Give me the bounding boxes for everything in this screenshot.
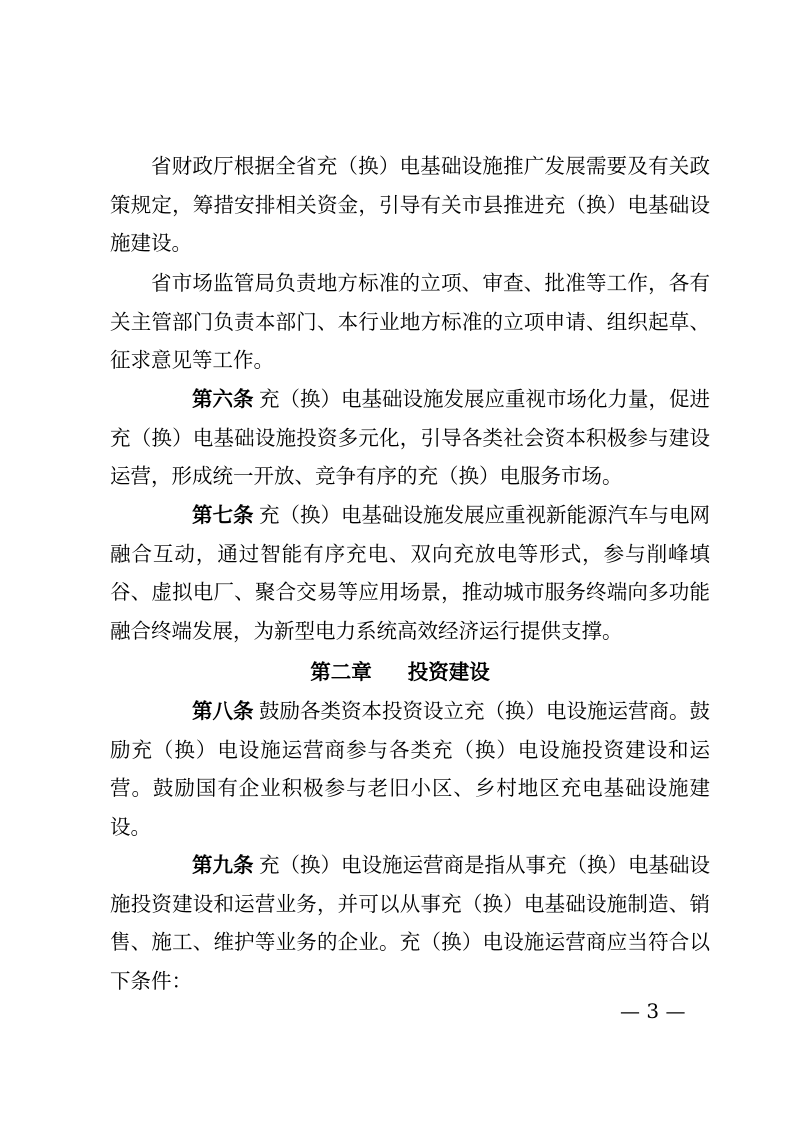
article-8 [110,692,710,846]
chapter-title: 投资建设 [407,660,490,684]
paragraph-text: 省财政厅根据全省充（换）电基础设施推广发展需要及有关政策规定，筹措安排相关资金，引导有关市县推进充（换）电基础设施建设。 [110,154,710,255]
article-number: 第七条 [192,503,254,527]
article-text: 充（换）电设施运营商是指从事充（换）电基础设施投资建设和运营业务，并可以从事充（换）电基础设施制造、销售、施工、维护等业务的企业。充（换）电设施运营商应当符合以下条件： [110,853,710,993]
paragraph-text: 省市场监管局负责地方标准的立项、审查、批准等工作，各有关主管部门负责本部门、本行业地方标准的立项申请、组织起草、征求意见等工作。 [110,271,710,372]
paragraph-finance-dept [110,147,710,263]
page-number: — 3 — [620,999,686,1023]
article-text: 充（换）电基础设施发展应重视新能源汽车与电网融合互动，通过智能有序充电、双向充放电等形式，参与削峰填谷、虚拟电厂、聚合交易等应用场景，推动城市服务终端向多功能融合终端发展，为新型电力系统高效经济运行提供支撑。 [110,503,710,643]
paragraph-market-supervision [110,264,710,380]
article-6 [110,380,710,496]
article-text: 充（换）电基础设施发展应重视市场化力量，促进充（换）电基础设施投资多元化，引导各类社会资本积极参与建设运营，形成统一开放、竞争有序的充（换）电服务市场。 [110,387,710,488]
article-text: 鼓励各类资本投资设立充（换）电设施运营商。鼓励充（换）电设施运营商参与各类充（换）电设施投资建设和运营。鼓励国有企业积极参与老旧小区、乡村地区充电基础设施建设。 [110,699,710,839]
chapter-number: 第二章 [310,660,372,684]
article-9 [110,846,710,1000]
article-number: 第九条 [192,853,254,877]
article-number: 第六条 [192,387,254,411]
chapter-heading [110,654,690,690]
article-7 [110,496,710,650]
article-number: 第八条 [192,699,254,723]
